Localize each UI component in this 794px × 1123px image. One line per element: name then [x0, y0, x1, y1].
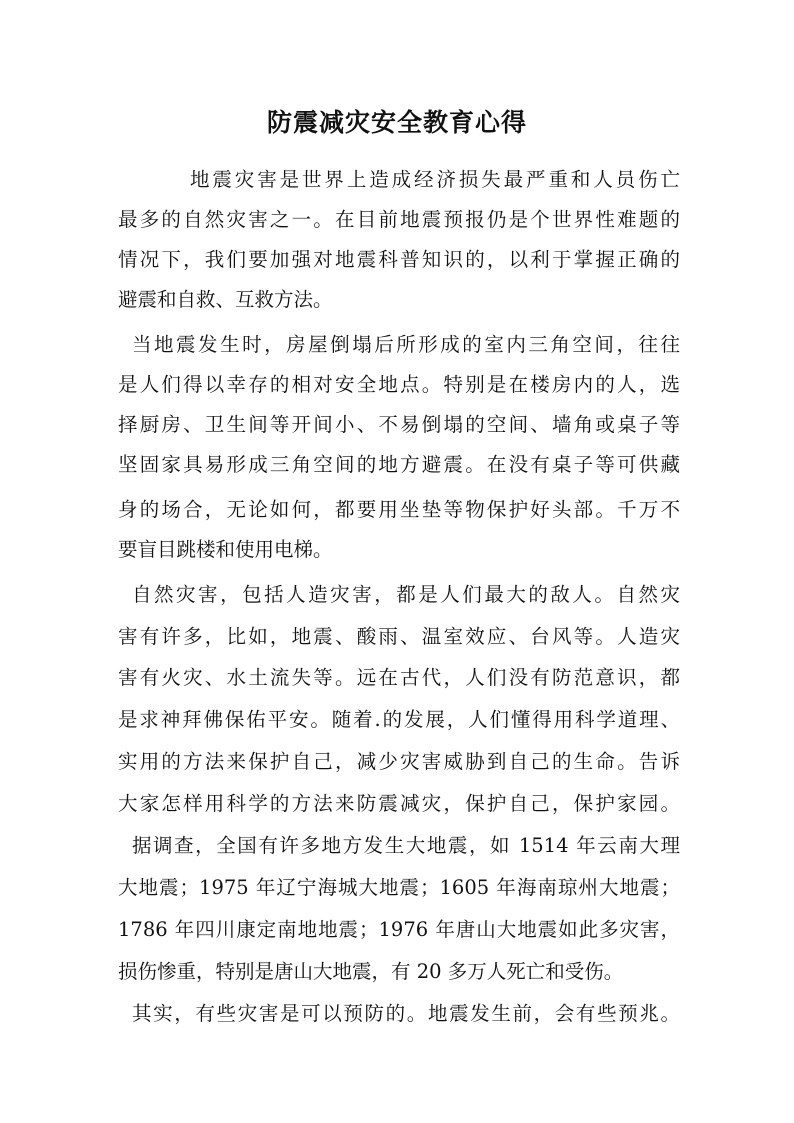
text-line: 地震灾害是世界上造成经济损失最严重和人员伤亡 [190, 168, 680, 191]
text-line: 最多的自然灾害之一。在目前地震预报仍是个世界性难题的 [118, 208, 680, 231]
text-line: 其实，有些灾害是可以预防的。地震发生前，会有些预兆。 [132, 1002, 680, 1025]
text-line: 坚固家具易形成三角空间的地方避震。在没有桌子等可供藏 [118, 453, 680, 476]
text-line: 自然灾害，包括人造灾害，都是人们最大的敌人。自然灾 [132, 583, 680, 606]
text-line: 1786 年四川康定南地地震；1976 年唐山大地震如此多灾害， [118, 918, 680, 941]
text-line: 情况下，我们要加强对地震科普知识的，以利于掌握正确的 [118, 248, 680, 271]
text-line: 身的场合，无论如何，都要用坐垫等物保护好头部。千万不 [118, 498, 680, 521]
text-line: 避震和自救、互救方法。 [118, 288, 333, 311]
text-line: 据调查，全国有许多地方发生大地震，如 1514 年云南大理 [132, 834, 680, 857]
text-line: 是人们得以幸存的相对安全地点。特别是在楼房内的人，选 [118, 373, 680, 396]
text-line: 当地震发生时，房屋倒塌后所形成的室内三角空间，往往 [132, 333, 680, 356]
text-line: 实用的方法来保护自己，减少灾害威胁到自己的生命。告诉 [118, 750, 680, 773]
text-line: 大地震；1975 年辽宁海城大地震；1605 年海南琼州大地震； [118, 876, 680, 899]
text-line: 择厨房、卫生间等开间小、不易倒塌的空间、墙角或桌子等 [118, 413, 680, 436]
text-line: 大家怎样用科学的方法来防震减灾，保护自己，保护家园。 [118, 792, 680, 815]
text-line: 害有许多，比如，地震、酸雨、温室效应、台风等。人造灾 [118, 625, 680, 648]
page-title: 防震减灾安全教育心得 [266, 108, 527, 137]
text-line: 是求神拜佛保佑平安。随着.的发展，人们懂得用科学道理、 [118, 708, 680, 731]
text-line: 害有火灾、水土流失等。远在古代，人们没有防范意识，都 [118, 666, 680, 689]
text-line: 损伤惨重，特别是唐山大地震，有 20 多万人死亡和受伤。 [118, 960, 624, 983]
text-line: 要盲目跳楼和使用电梯。 [118, 538, 333, 561]
